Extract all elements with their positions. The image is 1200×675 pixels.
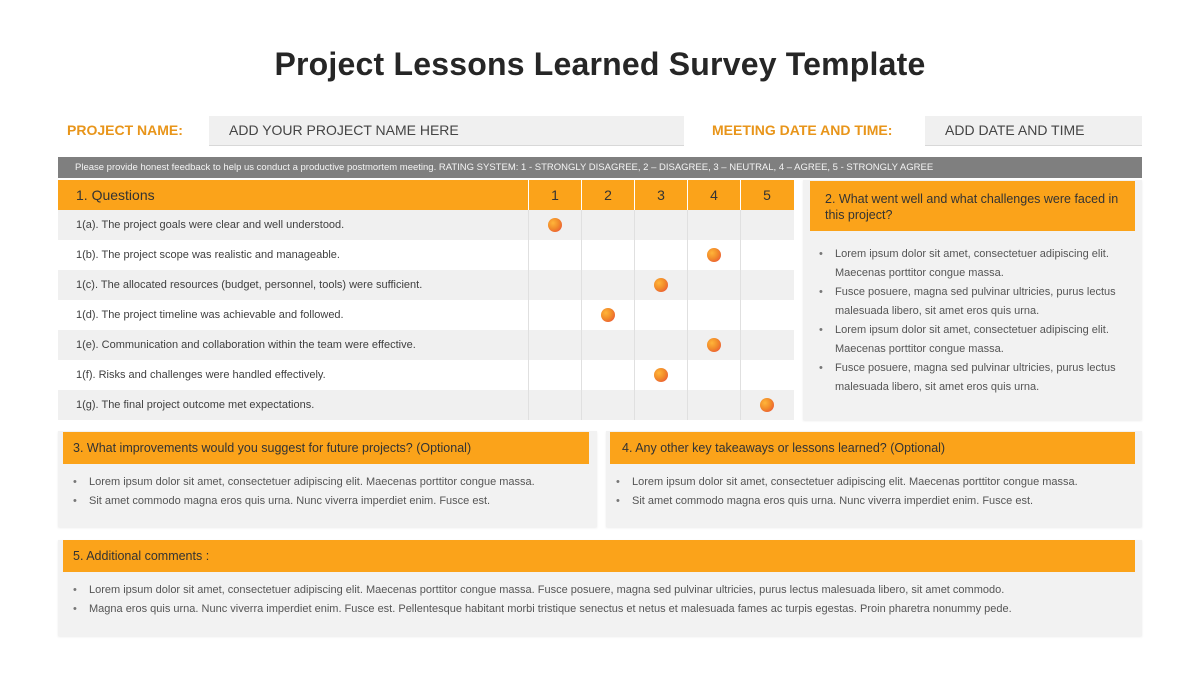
table-row bbox=[58, 390, 794, 420]
rating-dot bbox=[548, 218, 562, 232]
rating-col-5: 5 bbox=[740, 180, 793, 210]
list-item: • Lorem ipsum dolor sit amet, consectetuer adipiscing elit. Maecenas porttitor congue massa. bbox=[819, 321, 1124, 359]
rating-col-4: 4 bbox=[687, 180, 740, 210]
rating-cell-2[interactable] bbox=[581, 210, 634, 240]
rating-cell-2[interactable] bbox=[581, 270, 634, 300]
rating-cell-5[interactable] bbox=[740, 360, 793, 390]
section3-header: 3. What improvements would you suggest for future projects? (Optional) bbox=[63, 432, 589, 464]
rating-dot bbox=[760, 398, 774, 412]
rating-dot bbox=[707, 248, 721, 262]
rating-cell-3[interactable] bbox=[634, 360, 687, 390]
questions-header bbox=[58, 180, 794, 210]
rating-cell-3[interactable] bbox=[634, 210, 687, 240]
section4-header: 4. Any other key takeaways or lessons learned? (Optional) bbox=[610, 432, 1135, 464]
section2-header: 2. What went well and what challenges were faced in this project? bbox=[810, 181, 1135, 231]
rating-cell-5[interactable] bbox=[740, 390, 793, 420]
rating-cell-4[interactable] bbox=[687, 330, 740, 360]
rating-cell-2[interactable] bbox=[581, 330, 634, 360]
table-row bbox=[58, 240, 794, 270]
rating-col-1: 1 bbox=[528, 180, 581, 210]
rating-cell-1[interactable] bbox=[528, 330, 581, 360]
section5-header: 5. Additional comments : bbox=[63, 540, 1135, 572]
section4-bullets bbox=[616, 473, 1136, 511]
question-text: 1(g). The final project outcome met expectations. bbox=[76, 399, 315, 411]
table-row bbox=[58, 330, 794, 360]
rating-dot bbox=[707, 338, 721, 352]
rating-cell-3[interactable] bbox=[634, 390, 687, 420]
rating-cell-4[interactable] bbox=[687, 390, 740, 420]
rating-cell-2[interactable] bbox=[581, 300, 634, 330]
list-item: • Lorem ipsum dolor sit amet, consectetuer adipiscing elit. Maecenas porttitor congue massa. bbox=[73, 473, 593, 492]
page-title: Project Lessons Learned Survey Template bbox=[274, 46, 926, 82]
rating-col-3: 3 bbox=[634, 180, 687, 210]
rating-cell-5[interactable] bbox=[740, 300, 793, 330]
rating-dot bbox=[654, 278, 668, 292]
meeting-date-label: MEETING DATE AND TIME: bbox=[712, 122, 893, 138]
list-item: • Sit amet commodo magna eros quis urna. Nunc viverra imperdiet enim. Fusce est. bbox=[73, 492, 593, 511]
rating-cell-1[interactable] bbox=[528, 360, 581, 390]
rating-cell-4[interactable] bbox=[687, 240, 740, 270]
rating-col-2: 2 bbox=[581, 180, 634, 210]
rating-cell-5[interactable] bbox=[740, 270, 793, 300]
rating-cell-1[interactable] bbox=[528, 270, 581, 300]
rating-cell-1[interactable] bbox=[528, 240, 581, 270]
rating-cell-5[interactable] bbox=[740, 240, 793, 270]
section2-bullets bbox=[819, 245, 1124, 397]
project-name-field[interactable]: ADD YOUR PROJECT NAME HERE bbox=[209, 116, 684, 146]
rating-cell-2[interactable] bbox=[581, 240, 634, 270]
question-text: 1(a). The project goals were clear and well understood. bbox=[76, 219, 345, 231]
rating-dot bbox=[654, 368, 668, 382]
rating-cell-1[interactable] bbox=[528, 210, 581, 240]
section5-bullets bbox=[73, 581, 1133, 619]
rating-cell-2[interactable] bbox=[581, 360, 634, 390]
section3-bullets bbox=[73, 473, 593, 511]
meeting-date-field[interactable]: ADD DATE AND TIME bbox=[925, 116, 1142, 146]
question-text: 1(d). The project timeline was achievable and followed. bbox=[76, 309, 344, 321]
list-item: • Lorem ipsum dolor sit amet, consectetuer adipiscing elit. Maecenas porttitor congue massa. bbox=[819, 245, 1124, 283]
rating-cell-4[interactable] bbox=[687, 270, 740, 300]
list-item: • Lorem ipsum dolor sit amet, consectetuer adipiscing elit. Maecenas porttitor congue massa. Fusce posuere, magna sed pulvinar ultricies, purus lectus malesuada libero, sit amet commodo. bbox=[73, 581, 1133, 600]
question-text: 1(b). The project scope was realistic and manageable. bbox=[76, 249, 340, 261]
list-item: • Fusce posuere, magna sed pulvinar ultricies, purus lectus malesuada libero, sit amet eros quis urna. bbox=[819, 283, 1124, 321]
rating-cell-4[interactable] bbox=[687, 210, 740, 240]
question-text: 1(e). Communication and collaboration within the team were effective. bbox=[76, 339, 416, 351]
rating-dot bbox=[601, 308, 615, 322]
rating-cell-2[interactable] bbox=[581, 390, 634, 420]
list-item: • Magna eros quis urna. Nunc viverra imperdiet enim. Fusce est. Pellentesque habitant morbi tristique senectus et netus et malesuada fames ac turpis egestas. Proin pharetra nonummy pede. bbox=[73, 600, 1133, 619]
table-row bbox=[58, 300, 794, 330]
rating-cell-3[interactable] bbox=[634, 330, 687, 360]
rating-cell-3[interactable] bbox=[634, 300, 687, 330]
question-text: 1(f). Risks and challenges were handled effectively. bbox=[76, 369, 326, 381]
rating-cell-4[interactable] bbox=[687, 360, 740, 390]
rating-cell-5[interactable] bbox=[740, 210, 793, 240]
list-item: • Fusce posuere, magna sed pulvinar ultricies, purus lectus malesuada libero, sit amet eros quis urna. bbox=[819, 359, 1124, 397]
rating-cell-3[interactable] bbox=[634, 270, 687, 300]
list-item: • Sit amet commodo magna eros quis urna. Nunc viverra imperdiet enim. Fusce est. bbox=[616, 492, 1136, 511]
rating-system-note: Please provide honest feedback to help us conduct a productive postmortem meeting. RATING SYSTEM: 1 - STRONGLY DISAGREE, 2 – DISAGREE, 3 – NEUTRAL, 4 – AGREE, 5 - STRONGLY AGREE bbox=[58, 157, 1142, 178]
table-row bbox=[58, 210, 794, 240]
table-row bbox=[58, 360, 794, 390]
rating-cell-1[interactable] bbox=[528, 390, 581, 420]
rating-cell-5[interactable] bbox=[740, 330, 793, 360]
project-name-label: PROJECT NAME: bbox=[67, 122, 183, 138]
rating-cell-1[interactable] bbox=[528, 300, 581, 330]
rating-cell-3[interactable] bbox=[634, 240, 687, 270]
rating-cell-4[interactable] bbox=[687, 300, 740, 330]
list-item: • Lorem ipsum dolor sit amet, consectetuer adipiscing elit. Maecenas porttitor congue massa. bbox=[616, 473, 1136, 492]
question-text: 1(c). The allocated resources (budget, personnel, tools) were sufficient. bbox=[76, 279, 423, 291]
table-row bbox=[58, 270, 794, 300]
questions-header-label: 1. Questions bbox=[76, 187, 155, 203]
